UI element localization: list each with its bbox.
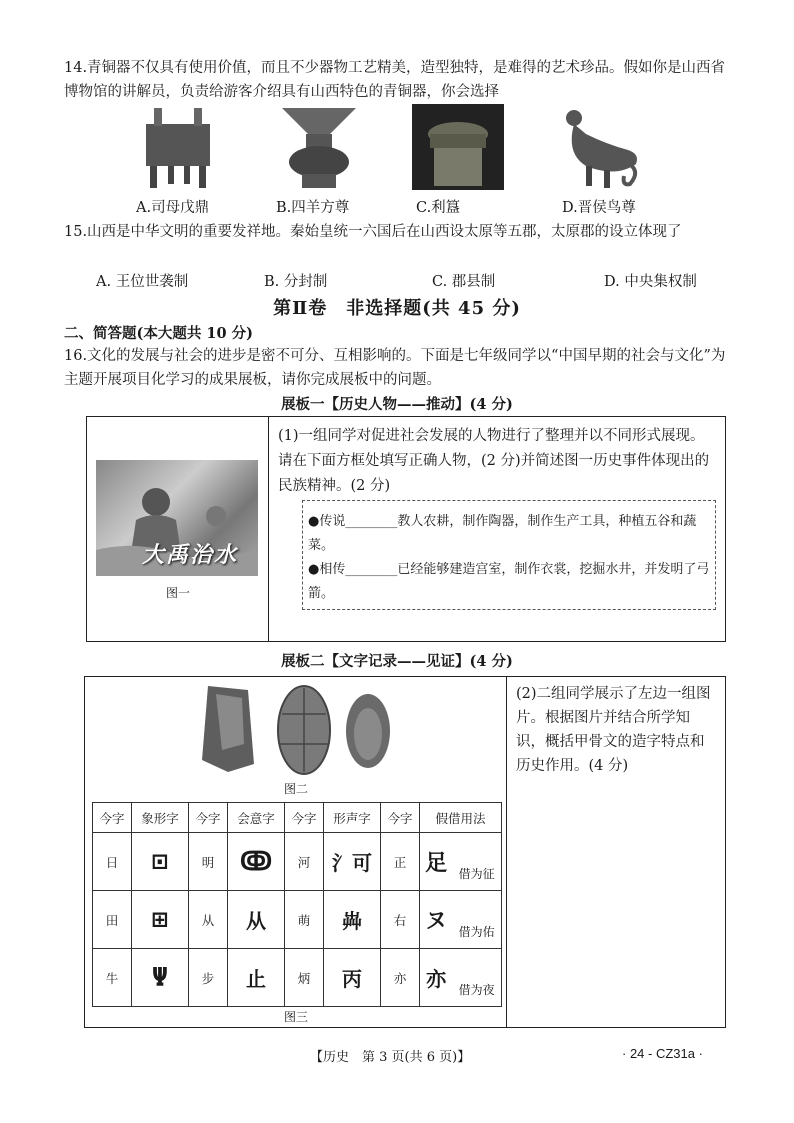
table-header: 今字	[93, 803, 132, 833]
panel-1-question: (1)一组同学对促进社会发展的人物进行了整理并以不同形式展现。请在下面方框处填写正确人物，(2 分)并简述图一历史事件体现出的民族精神。(2 分)	[278, 428, 710, 494]
table-header: 今字	[285, 803, 324, 833]
figure-2-caption: 图二	[284, 782, 309, 796]
table-cell: 从	[189, 891, 228, 949]
panel-1-title: 展板一【历史人物——推动】(4 分)	[281, 396, 513, 413]
oracle-glyph: 芔	[324, 891, 381, 949]
question-16-intro: 16.文化的发展与社会的进步是密不可分、互相影响的。下面是七年级同学以“中国早期的社会与文化”为主题开展项目化学习的成果展板，请你完成展板中的问题。	[64, 348, 726, 388]
oracle-glyph: ⊡	[132, 833, 189, 891]
bronze-image-d	[556, 104, 644, 192]
table-cell: 亦	[381, 949, 420, 1007]
borrow-note: 借为佑	[452, 891, 501, 949]
table-row	[93, 949, 502, 1007]
panel-1-divider	[268, 416, 269, 642]
figure-1-caption: 图一	[166, 586, 191, 600]
table-cell: 日	[93, 833, 132, 891]
footer-code: · 24 - CZ31a ·	[622, 1046, 703, 1061]
table-cell: 右	[381, 891, 420, 949]
oracle-script-table	[92, 802, 502, 1007]
oracle-bone-image-3	[344, 692, 392, 770]
oracle-glyph: Ψ	[132, 949, 189, 1007]
oracle-glyph: 足	[420, 833, 453, 891]
oracle-glyph: ヌ	[420, 891, 453, 949]
oracle-bone-image-2	[274, 684, 334, 776]
table-header: 象形字	[132, 803, 189, 833]
table-header-row	[93, 803, 502, 833]
table-cell: 萌	[285, 891, 324, 949]
bronze-image-a	[138, 104, 218, 190]
option-15b[interactable]: B. 分封制	[264, 274, 328, 290]
oracle-glyph: 亦	[420, 949, 453, 1007]
table-header: 形声字	[324, 803, 381, 833]
table-cell: 田	[93, 891, 132, 949]
table-cell: 牛	[93, 949, 132, 1007]
section-2-title: 第Ⅱ卷 非选择题(共 45 分)	[273, 298, 521, 319]
option-15c[interactable]: C. 郡县制	[432, 274, 496, 290]
panel-2-question: (2)二组同学展示了左边一组图片。根据图片并结合所学知识，概括甲骨文的造字特点和历史作用。(4 分)	[516, 686, 711, 774]
table-header: 今字	[381, 803, 420, 833]
panel-2-title: 展板二【文字记录——见证】(4 分)	[281, 653, 513, 670]
table-row	[93, 833, 502, 891]
bronze-image-c	[412, 104, 504, 190]
figure-1-calligraphy: 大禹治水	[142, 542, 239, 568]
oracle-glyph: 从	[228, 891, 285, 949]
question-15-text: 15.山西是中华文明的重要发祥地。秦始皇统一六国后在山西设太原等五郡，太原郡的设立体现了	[64, 224, 682, 240]
option-14a[interactable]: A.司母戊鼎	[136, 200, 210, 216]
oracle-glyph: 氵可	[324, 833, 381, 891]
oracle-glyph: 丙	[324, 949, 381, 1007]
question-14-text: 14.青铜器不仅具有使用价值，而且不少器物工艺精美，造型独特，是难得的艺术珍品。假如你是山西省博物馆的讲解员，负责给游客介绍具有山西特色的青铜器，你会选择	[64, 60, 726, 100]
oracle-glyph: ↂ	[228, 833, 285, 891]
bronze-image-b	[278, 104, 360, 190]
table-header: 今字	[189, 803, 228, 833]
panel-2-divider	[506, 676, 507, 1028]
option-15a[interactable]: A. 王位世袭制	[96, 274, 189, 290]
oracle-bone-image-1	[198, 684, 256, 774]
table-header: 假借用法	[420, 803, 502, 833]
figure-1-image	[96, 460, 258, 576]
table-cell: 河	[285, 833, 324, 891]
panel-1-bullet-2[interactable]: ●相传________已经能够建造宫室，制作衣裳，挖掘水井，并发明了弓箭。	[308, 562, 710, 601]
panel-1-bullet-1[interactable]: ●传说________教人农耕，制作陶器，制作生产工具，种植五谷和蔬菜。	[308, 514, 697, 553]
table-cell: 正	[381, 833, 420, 891]
table-cell: 明	[189, 833, 228, 891]
table-cell: 步	[189, 949, 228, 1007]
oracle-glyph: ⊞	[132, 891, 189, 949]
borrow-note: 借为夜	[452, 949, 501, 1007]
option-14d[interactable]: D.晋侯鸟尊	[562, 200, 636, 216]
option-14b[interactable]: B.四羊方尊	[276, 200, 350, 216]
table-header: 会意字	[228, 803, 285, 833]
option-14c[interactable]: C.利簋	[416, 200, 461, 216]
borrow-note: 借为征	[452, 833, 501, 891]
section-2-heading: 二、简答题(本大题共 10 分)	[64, 325, 253, 342]
figure-3-caption: 图三	[284, 1010, 309, 1024]
option-15d[interactable]: D. 中央集权制	[604, 274, 697, 290]
table-row	[93, 891, 502, 949]
footer-page-info: 【历史 第 3 页(共 6 页)】	[310, 1050, 471, 1065]
table-cell: 炳	[285, 949, 324, 1007]
oracle-glyph: 止	[228, 949, 285, 1007]
